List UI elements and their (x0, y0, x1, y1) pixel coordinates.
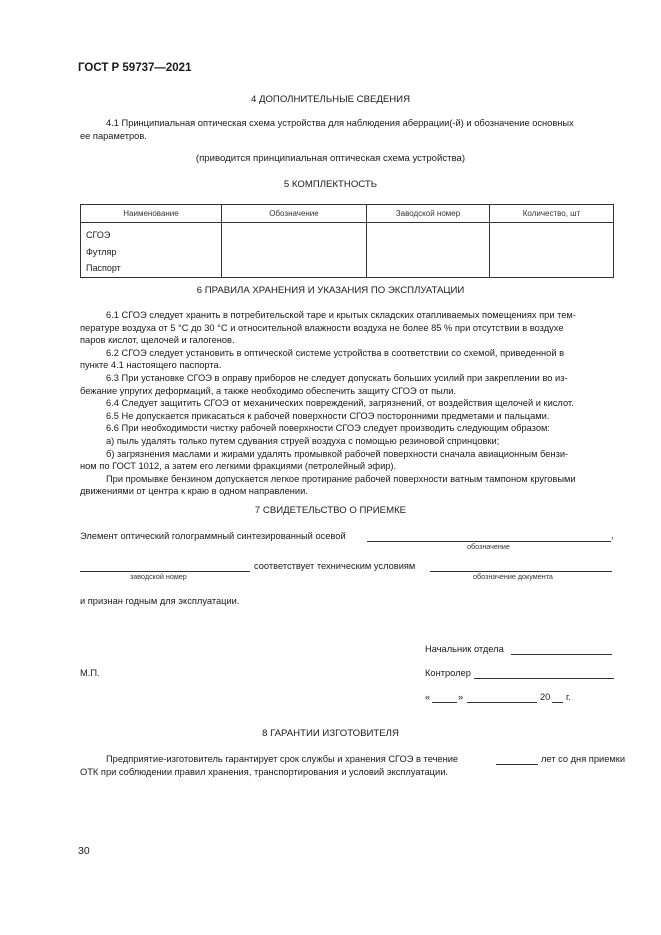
table-cell (490, 223, 614, 278)
serial-number-caption: заводской номер (130, 572, 187, 581)
completeness-table (80, 204, 614, 278)
list-item: СГОЭ (86, 230, 111, 240)
date-open-quote: « (425, 692, 431, 702)
table-row (81, 223, 614, 278)
section-4-title: 4 ДОПОЛНИТЕЛЬНЫЕ СВЕДЕНИЯ (250, 94, 411, 105)
section-6-body (80, 309, 614, 498)
table-cell (367, 223, 490, 278)
year-suffix: г. (566, 692, 571, 702)
controller-label: Контролер (425, 668, 471, 678)
warranty-text-b: лет со дня приемки (541, 754, 626, 764)
warranty-text-line2: ОТК при соблюдении правил хранения, транспортирования и условий эксплуатации. (80, 767, 448, 777)
text-line: 6.3 При установке СГОЭ в оправу приборов не следует допускать больших усилий при закреплении во из- (106, 372, 568, 383)
warranty-years-field[interactable] (496, 764, 538, 765)
date-day-field[interactable] (432, 702, 457, 703)
head-of-dept-signature-field[interactable] (511, 654, 612, 655)
page-number: 30 (78, 845, 90, 857)
text-line: 6.5 Не допускается прикасаться к рабочей поверхности СГОЭ посторонними предметами и пальцами. (106, 410, 550, 421)
text-line: бежание упругих деформаций, а также необходимо обеспечить защиту СГОЭ от пыли. (80, 385, 457, 396)
table-header-cell: Количество, шт (490, 205, 614, 223)
text-line: 6.1 СГОЭ следует хранить в потребительской таре и крытых складских отапливаемых помещениях при тем- (106, 310, 576, 320)
stamp-label: М.П. (80, 668, 100, 678)
section-7-title: 7 СВИДЕТЕЛЬСТВО О ПРИЕМКЕ (254, 505, 407, 516)
text-line: ном по ГОСТ 1012, а затем его легкими фракциями (петролейный эфир). (80, 461, 397, 472)
text-line: б) загрязнения маслами и жирами удалять промывкой рабочей поверхности сначала авиационным бензи- (106, 448, 569, 459)
text-line: паров кислот, щелочей и галогенов. (80, 335, 235, 346)
text-line: 6.2 СГОЭ следует установить в оптической системе устройства в соответствии со схемой, приведенной в (106, 347, 565, 358)
document-code: ГОСТ Р 59737—2021 (78, 62, 192, 74)
text-line: пературе воздуха от 5 °С до 30 °С и относительной влажности воздуха не более 85 % при отсутствии в воздухе (80, 322, 564, 333)
text-line: 6.4 Следует защитить СГОЭ от механических повреждений, загрязнений, от воздействия щелочей и кислот. (106, 398, 574, 409)
text-line: ее параметров. (80, 130, 147, 141)
head-of-dept-label: Начальник отдела (425, 644, 504, 654)
spec-document-caption: обозначение документа (473, 572, 553, 581)
list-item: Футляр (86, 246, 117, 257)
section-4-paragraph (80, 117, 614, 142)
conforms-text: соответствует техническим условиям (254, 561, 416, 571)
list-item: Паспорт (86, 263, 121, 273)
text-line: 4.1 Принципиальная оптическая схема устройства для наблюдения аберрации(-й) и обозначение основных (106, 118, 574, 128)
warranty-text-a: Предприятие-изготовитель гарантирует срок службы и хранения СГОЭ в течение (106, 754, 459, 764)
year-prefix: 20 (540, 692, 551, 702)
table-cell-items (81, 223, 222, 278)
section-6-title: 6 ПРАВИЛА ХРАНЕНИЯ И УКАЗАНИЯ ПО ЭКСПЛУАТАЦИИ (196, 285, 465, 296)
text-line: При промывке бензином допускается легкое протирание рабочей поверхности ватным тампоном круговыми (106, 473, 576, 484)
table-header-cell: Обозначение (222, 205, 367, 223)
scheme-note: (приводится принципиальная оптическая схема устройства) (195, 153, 466, 164)
table-header-cell: Заводской номер (367, 205, 490, 223)
comma: , (611, 530, 614, 540)
date-close-quote: » (458, 692, 464, 702)
element-text: Элемент оптический голограммный синтезированный осевой (80, 531, 346, 541)
date-year-field[interactable] (552, 702, 563, 703)
section-8-title: 8 ГАРАНТИИ ИЗГОТОВИТЕЛЯ (262, 728, 399, 739)
approved-text: и признан годным для эксплуатации. (80, 596, 240, 606)
table-cell (222, 223, 367, 278)
designation-caption: обозначение (467, 542, 510, 551)
table-header-row (81, 205, 614, 223)
text-line: 6.6 При необходимости чистку рабочей поверхности СГОЭ следует производить следующим образом: (106, 423, 550, 434)
table-header-cell: Наименование (81, 205, 222, 223)
section-5-title: 5 КОМПЛЕКТНОСТЬ (283, 179, 378, 190)
date-month-field[interactable] (467, 702, 537, 703)
text-line: а) пыль удалять только путем сдувания струей воздуха с помощью резиновой спринцовки; (106, 435, 500, 446)
text-line: движениями от центра к краю в одном направлении. (80, 486, 308, 497)
controller-signature-field[interactable] (474, 678, 614, 679)
text-line: пункте 4.1 настоящего паспорта. (80, 360, 222, 371)
